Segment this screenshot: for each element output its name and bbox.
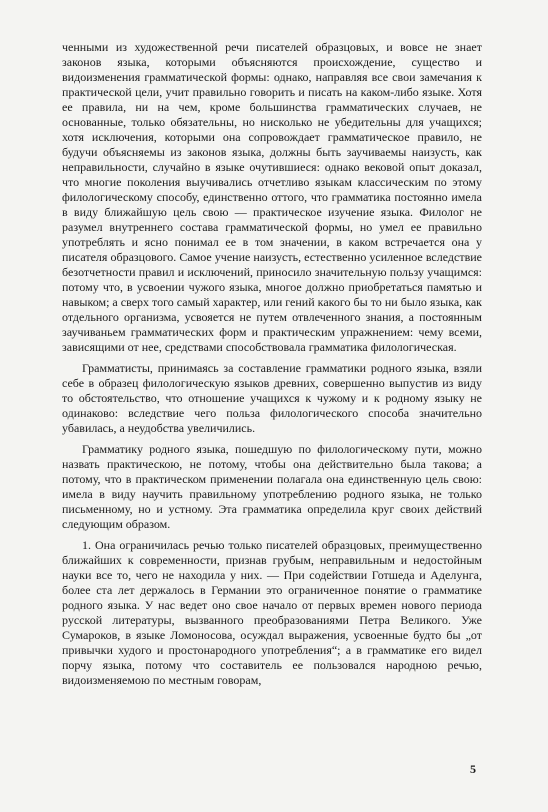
- paragraph-1: ченными из художественной речи писателей образцовых, и вовсе не знает законов языка, которыми объясняются происхождение, существо и видоизменения грамматической формы: однако, направляя все свои замечания к практической цели, учит правильно говорить и писать на каком-либо языке. Хотя ее правила, ни на чем, кроме большинства грамматических случаев, не основанные, только обязательны, но нисколько не убедительны для учащихся; хотя исключения, которыми она сопровождает грамматическое правило, не будучи объясняемы из законов языка, должны быть заучиваемы наизусть, как неправильности, случайно в языке очутившиеся: однако вековой опыт доказал, что многие поколения выучивались отчетливо языкам классическим по этому филологическому способу, единственно оттого, что грамматика постоянно имела в виду ближайшую цель свою — практическое изучение языка. Филолог не разумел внутреннего состава грамматической формы, но умел ее правильно употреблять и ясно понимал ее в том значении, в каком встречается она у писателя образцового. Самое учение наизусть, естественно усиленное вследствие безотчетности правил и исключений, приносило значительную пользу учащимся: потому что, в усвоении чужого языка, многое должно приобретаться памятью и навыком; а сверх того самый характер, или гений какого бы то ни было языка, как отдельного организма, усвояется не путем отвлеченного знания, а постоянным заучиваньем грамматических форм и практическим упражнением: чему всеми, зависящими от нее, средствами способствовала грамматика филологическая.: [62, 40, 482, 354]
- paragraph-2: Грамматисты, принимаясь за составление грамматики родного языка, взяли себе в образец филологическую языков древних, совершенно выпустив из виду то обстоятельство, что отношение учащихся к чужому и к родному языку не одинаково: вследствие чего польза филологического способа значительно убавилась, а неудобства увеличились.: [62, 361, 482, 435]
- page-body: [62, 40, 482, 688]
- page-number: 5: [470, 762, 476, 776]
- paragraph-4: 1. Она ограничилась речью только писателей образцовых, преимущественно ближайших к современности, признав грубым, неправильным и недостойным науки все то, чего не находила у них. — При содействии Готшеда и Аделунга, более ста лет держалось в Германии это ограниченное понятие о грамматике родного языка. У нас ведет оно свое начало от первых времен нового периода русской литературы, вызванного преобразованиями Петра Великого. Уже Сумароков, в языке Ломоносова, осуждал выражения, усвоенные будто бы „от привычки худого и простонародного употребления“; а в грамматике его видел порчу языка, потому что составитель ее пользовался народною речью, видоизменяемою по местным говорам,: [62, 538, 482, 687]
- paragraph-3: Грамматику родного языка, пошедшую по филологическому пути, можно назвать практическою, не потому, чтобы она действительно была такова; а потому, что в практическом применении полагала она единственную цель свою: имела в виду научить правильному употреблению родного языка, не только письменному, но и устному. Эта грамматика определила круг своих действий следующим образом.: [62, 442, 482, 531]
